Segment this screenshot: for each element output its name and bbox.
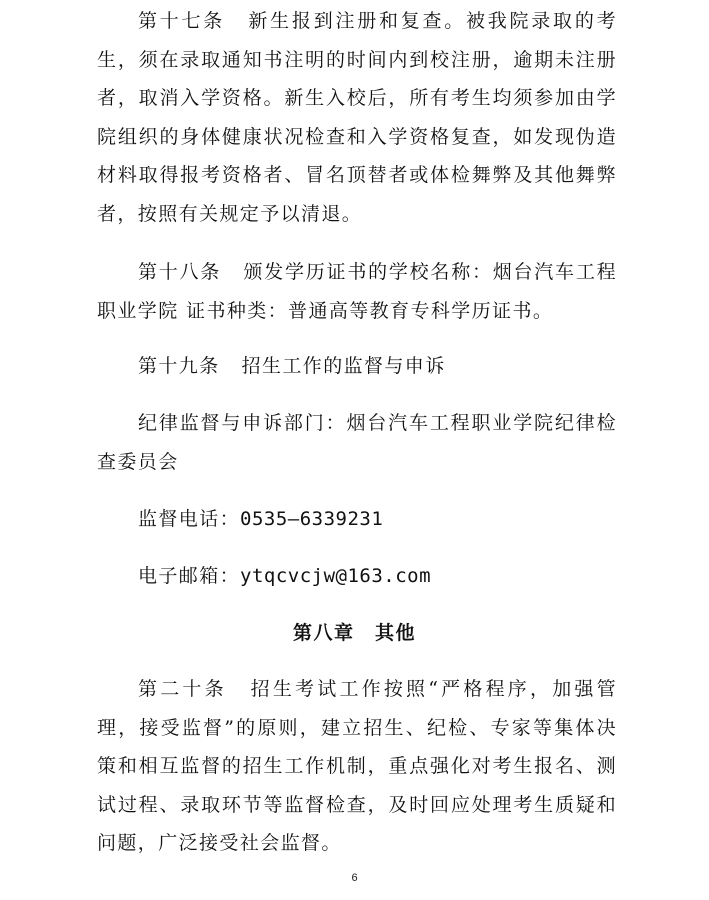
article-18 [97, 253, 617, 330]
article-17-text: 新生报到注册和复查。被我院录取的考生，须在录取通知书注明的时间内到校注册，逾期未注册者，取消入学资格。新生入校后，所有考生均须参加由学院组织的身体健康状况检查和入学资格复查，如发现伪造材料取得报考资格者、冒名顶替者或体检舞弊及其他舞弊者，按照有关规定予以清退。 [97, 10, 617, 225]
page-number: 6 [351, 872, 358, 884]
article-17 [97, 2, 617, 233]
article-20-heading: 第二十条 [138, 678, 227, 700]
article-19 [97, 347, 617, 386]
supervision-email-value[interactable]: ytqcvcjw@163.com [240, 565, 432, 587]
article-18-heading: 第十八条 [138, 261, 222, 283]
supervision-phone-label: 监督电话： [138, 508, 241, 530]
article-20-text: 招生考试工作按照“严格程序，加强管理，接受监督”的原则，建立招生、纪检、专家等集体决策和相互监督的招生工作机制，重点强化对考生报名、测试过程、录取环节等监督检查，及时回应处理考生质疑和问题，广泛接受社会监督。 [97, 678, 618, 854]
article-19-text: 招生工作的监督与申诉 [241, 355, 446, 377]
supervision-department [97, 404, 617, 481]
article-20 [97, 670, 617, 863]
article-19-heading: 第十九条 [138, 355, 220, 377]
chapter-8-title: 第八章 其他 [292, 622, 416, 644]
supervision-department-label: 纪律监督与申诉部门： [138, 412, 347, 434]
supervision-email [97, 557, 617, 596]
supervision-phone-value: 0535—6339231 [240, 508, 384, 530]
article-18-text: 颁发学历证书的学校名称：烟台汽车工程职业学院 证书种类：普通高等教育专科学历证书。 [97, 261, 617, 322]
supervision-department-value: 烟台汽车工程职业学院纪律检查委员会 [97, 412, 617, 473]
supervision-phone [97, 500, 617, 539]
supervision-email-label: 电子邮箱： [138, 565, 241, 587]
article-17-heading: 第十七条 [138, 10, 226, 32]
